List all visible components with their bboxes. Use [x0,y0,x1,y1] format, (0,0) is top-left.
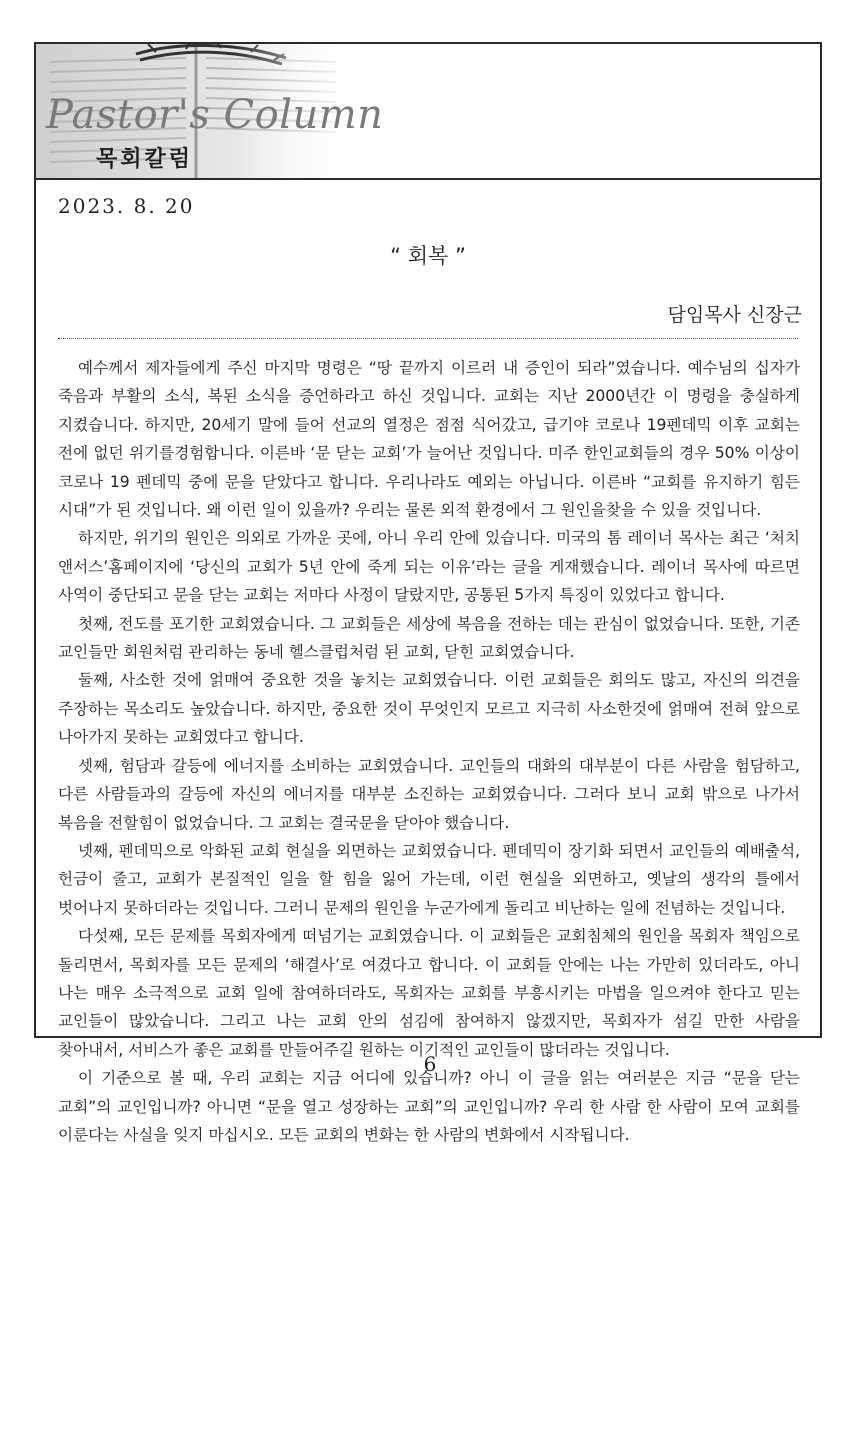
column-date: 2023. 8. 20 [58,194,195,218]
paragraph: 다섯째, 모든 문제를 목회자에게 떠넘기는 교회였습니다. 이 교회들은 교회침체의 원인을 목회자 책임으로 돌리면서, 목회자를 모든 문제의 ‘해결사’로 여겼다고 합니다. 이 교회들 안에는 나는 가만히 있더라도, 아니 나는 매우 소극적으로 교회 일에 참여하더라도, 목회자는 교회를 부흥시키는 마법을 일으켜야 한다고 믿는 교인들이 많았습니다. 그리고 나는 교회 안의 섬김에 참여하지 않겠지만, 목회자가 섬길 만한 사람을 찾아내서, 서비스가 좋은 교회를 만들어주길 원하는 이기적인 교인들이 많더라는 것입니다. [58,927,800,1059]
paragraph: 첫째, 전도를 포기한 교회였습니다. 그 교회들은 세상에 복음을 전하는 데는 관심이 없었습니다. 또한, 기존 교인들만 회원처럼 관리하는 동네 헬스클럽처럼 된 교회, 닫힌 교회였습니다. [58,614,800,662]
page-number: 6 [423,1052,437,1076]
banner-subtitle: 목회칼럼 [96,146,194,172]
column-title: “ 회복 ” [390,244,466,268]
paragraph: 하지만, 위기의 원인은 의외로 가까운 곳에, 아니 우리 안에 있습니다. 미국의 톰 레이너 목사는 최근 ‘처치 앤서스’홈페이지에 ‘당신의 교회가 5년 안에 죽게 되는 이유’라는 글을 게재했습니다. 레이너 목사에 따르면 사역이 중단되고 문을 닫는 교회는 저마다 사정이 달랐지만, 공통된 5가지 특징이 있었다고 합니다. [58,529,800,605]
column-author: 담임목사 신장근 [667,304,802,326]
paragraph: 이 기준으로 볼 때, 우리 교회는 지금 어디에 있습니까? 아니 이 글을 읽는 여러분은 지금 “문을 닫는 교회”의 교인입니까? 아니면 “문을 열고 성장하는 교회”의 교인입니까? 우리 한 사람 한 사람이 모여 교회를 이룬다는 사실을 잊지 마십시오. 모든 교회의 변화는 한 사람의 변화에서 시작됩니다. [58,1069,800,1144]
column-banner [36,44,820,180]
paragraph: 둘째, 사소한 것에 얽매여 중요한 것을 놓치는 교회였습니다. 이런 교회들은 회의도 많고, 자신의 의견을 주장하는 목소리도 높았습니다. 하지만, 중요한 것이 무엇인지 모르고 지극히 사소한것에 얽매여 전혀 앞으로 나아가지 못하는 교회였다고 합니다. [58,671,800,747]
dotted-divider [58,338,798,339]
paragraph: 예수께서 제자들에게 주신 마지막 명령은 “땅 끝까지 이르러 내 증인이 되라”였습니다. 예수님의 십자가 죽음과 부활의 소식, 복된 소식을 증언하라고 하신 것입니다. 교회는 지난 2000년간 이 명령을 충실하게 지켰습니다. 하지만, 20세기 말에 들어 선교의 열정은 점점 식어갔고, 급기야 코로나 19펜데믹 이후 교회는 전에 없던 위기를경험합니다. 이른바 ‘문 닫는 교회’가 늘어난 것입니다. 미주 한인교회들의 경우 50% 이상이 코로나 19 펜데믹 중에 문을 닫았다고 합니다. 우리나라도 예외는 아닙니다. 이른바 “교회를 유지하기 힘든 시대”가 된 것입니다. 왜 이런 일이 있을까? 우리는 물론 외적 환경에서 그 원인을찾을 수 있을 것입니다. [58,359,800,520]
column-body [58,354,800,1149]
paragraph: 넷째, 펜데믹으로 악화된 교회 현실을 외면하는 교회였습니다. 펜데믹이 장기화 되면서 교인들의 예배출석, 헌금이 줄고, 교회가 본질적인 일을 할 힘을 잃어 가는데, 이런 현실을 외면하고, 옛날의 생각의 틀에서 벗어나지 못하더라는 것입니다. 그러니 문제의 원인을 누군가에게 돌리고 비난하는 일에 전념하는 것입니다. [58,841,800,917]
column-frame [34,42,822,1144]
banner-title: Pastor's Column [46,92,384,138]
paragraph: 셋째, 험담과 갈등에 에너지를 소비하는 교회였습니다. 교인들의 대화의 대부분이 다른 사람을 험담하고, 다른 사람들과의 갈등에 자신의 에너지를 대부분 소진하는 교회였습니다. 그러다 보니 교회 밖으로 나가서 복음을 전할힘이 없었습니다. 그 교회는 결국문을 닫아야 했습니다. [58,756,800,832]
